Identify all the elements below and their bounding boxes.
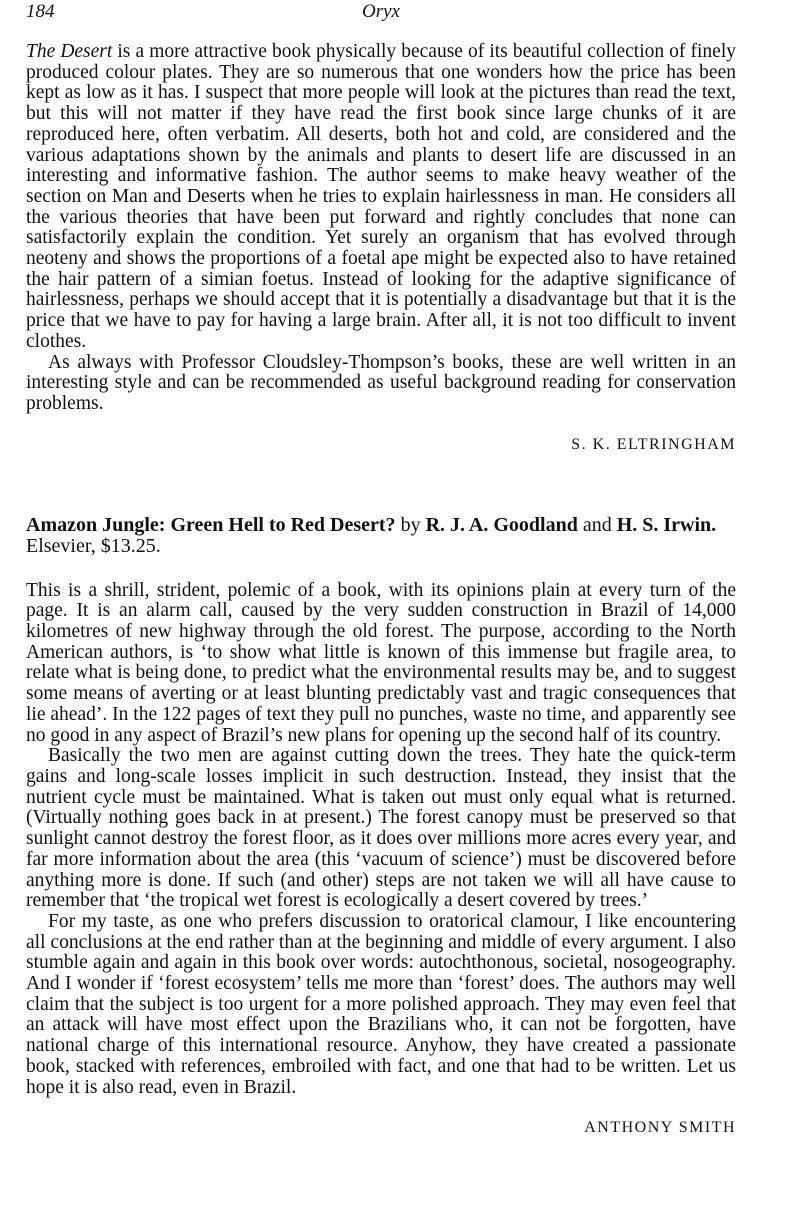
page bbox=[26, 0, 736, 1138]
running-head bbox=[26, 0, 736, 28]
review-amazon-jungle bbox=[26, 515, 736, 1139]
page-number: 184 bbox=[26, 1, 55, 22]
reviewer-signature-eltringham: S. K. ELTRINGHAM bbox=[571, 435, 736, 453]
journal-title: Oryx bbox=[362, 1, 400, 22]
book-title-the-desert: The Desert bbox=[26, 41, 113, 62]
book-title-amazon-jungle: Amazon Jungle: Green Hell to Red Desert? bbox=[26, 513, 396, 536]
review-two-paragraph-2: Basically the two men are against cutting down the trees. They hate the quick-term gains and long-scale losses implicit in such destruction. Instead, they insist that the nutrient cycle must be maintained. What is taken out must only equal what is returned. (Virtually nothing goes back in at present.) The forest canopy must be preserved so that sunlight cannot destroy the forest floor, as it does over millions more acres every year, and far more information about the area (this ‘vacuum of science’) must be discovered before anything more is done. If such (and other) steps are not taken we will all have cause to remember that ‘the tropical wet forest is ecologically a desert covered by trees.’ bbox=[26, 745, 736, 912]
review-one-paragraph-2: As always with Professor Cloudsley-Thompson’s books, these are well written in an interesting style and can be recommended as useful background reading for conservation problems. bbox=[26, 351, 736, 414]
heading-and: and bbox=[577, 513, 617, 536]
author-irwin: H. S. Irwin. bbox=[616, 513, 717, 536]
review-the-desert bbox=[26, 42, 736, 455]
review-two-body bbox=[26, 581, 736, 1099]
review-one-paragraph-1-text: is a more attractive book physically because of its beautiful collection of finely produced colour plates. They are so numerous that one wonders how the price has been kept as low as it has. I suspect that more people will look at the pictures than read the text, but this will not matter if they have read the first book since large chunks of it are reproduced here, often verbatim. All deserts, both hot and cold, are considered and the various adaptations shown by the animals and plants to desert life are discussed in an interesting and informative fashion. The author seems to make heavy weather of the section on Man and Deserts when he tries to explain hairlessness in man. He considers all the various theories that have been put forward and rightly concludes that none can satisfactorily explain the condition. Yet surely an organism that has evolved through neoteny and shows the proportions of a foetal ape might be expected also to have retained the hair pattern of a simian foetus. Instead of looking for the adaptive significance of hairlessness, perhaps we should accept that it is potentially a disadvantage but that it is the price that we have to pay for having a large brain. After all, it is not too difficult to invent clothes. bbox=[26, 41, 736, 352]
review-two-paragraph-3: For my taste, as one who prefers discussion to oratorical clamour, I like encountering all conclusions at the end rather than at the beginning and middle of every argument. I also stumble again and again in this book over words: autochthonous, societal, nosogeography. And I wonder if ‘forest ecosystem’ tells me more than ‘forest’ does. The authors may well claim that the subject is too urgent for a more polished approach. They may even feel that an attack will have most effect upon the Brazilians who, it can not be forgotten, have national charge of this international resource. Anyhow, they have created a passionate book, stacked with references, embroiled with fact, and one that had to be written. Let us hope it is also read, even in Brazil. bbox=[26, 910, 736, 1098]
review-one-paragraph-1 bbox=[26, 42, 736, 353]
publisher-price: Elsevier, $13.25. bbox=[26, 534, 161, 557]
review-two-paragraph-1: This is a shrill, strident, polemic of a book, with its opinions plain at every turn of the page. It is an alarm call, caused by the very sudden construction in Brazil of 14,000 kilometres of new highway through the old forest. The purpose, according to the North American authors, is ‘to show what little is known of this immense but fragile area, to relate what is being done, to predict what the environmental results may be, and to suggest some means of averting or at least blunting predictably vast and tragic consequences that lie ahead’. In the 122 pages of text they pull no punches, waste no time, and apparently see no good in any aspect of Brazil’s new plans for opening up the second half of its country. bbox=[26, 579, 736, 746]
heading-by: by bbox=[395, 513, 426, 536]
author-goodland: R. J. A. Goodland bbox=[425, 513, 578, 536]
review-heading bbox=[26, 515, 736, 557]
reviewer-signature-smith: ANTHONY SMITH bbox=[584, 1119, 736, 1137]
